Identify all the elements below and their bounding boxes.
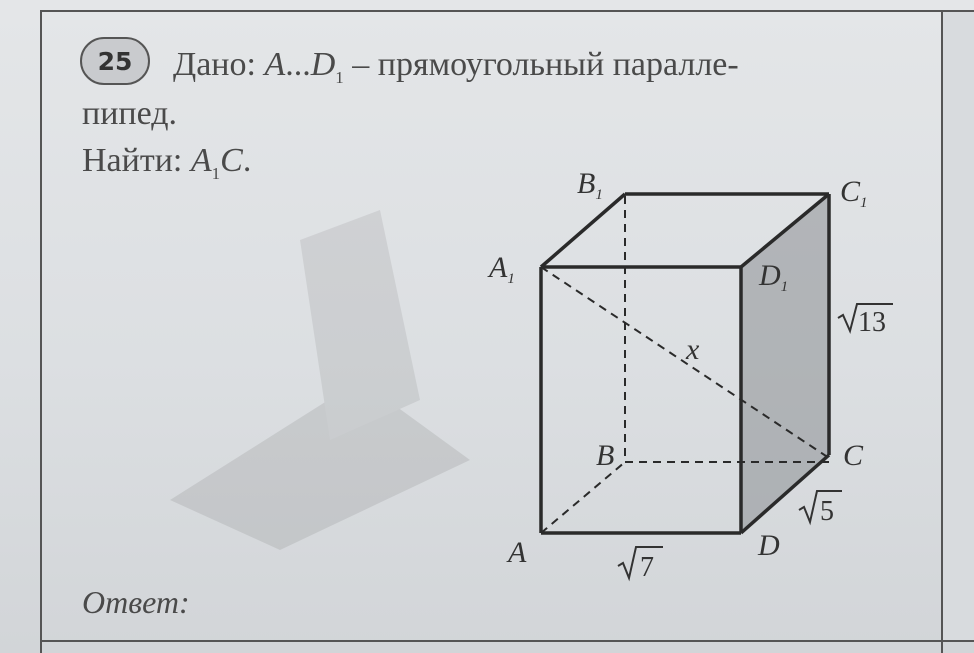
label-d: D (758, 529, 780, 562)
label-b: B (596, 439, 615, 472)
given-vertex-d: D (310, 46, 336, 83)
edge-a1-b1 (541, 194, 625, 267)
label-a: A (508, 536, 527, 569)
label-a1: $A_1$ (489, 251, 515, 287)
label-diagonal-x: x (686, 333, 700, 366)
given-vertex-a: A (264, 46, 286, 83)
length-dc-value: 5 (820, 496, 834, 527)
task-number: 25 (97, 46, 133, 76)
label-b1: $B_1$ (577, 167, 603, 203)
length-sqrt-7 (618, 547, 663, 583)
find-prefix: Найти: (82, 142, 191, 179)
find-period: . (242, 142, 252, 179)
length-ad-value: 7 (640, 552, 654, 583)
length-sqrt-5 (799, 491, 842, 527)
label-c1: $C_1$ (840, 175, 868, 211)
hidden-edge-a-b (541, 462, 625, 533)
given-vertex-d-sub: 1 (335, 67, 344, 87)
given-rest: – прямоугольный паралле- (343, 46, 739, 83)
answer-label: Ответ: (82, 584, 190, 620)
find-vertex-c: C (220, 142, 243, 179)
length-sqrt-13 (838, 304, 893, 338)
find-vertex-a-sub: 1 (211, 163, 221, 183)
label-c: C (843, 439, 864, 472)
label-d1: $D_1$ (759, 259, 789, 295)
given-word-end: пипед. (82, 95, 178, 132)
right-face-shading (741, 194, 829, 533)
given-prefix: Дано: (173, 46, 265, 83)
given-dots: ... (285, 46, 311, 83)
find-vertex-a: A (190, 142, 212, 179)
length-cc1-value: 13 (858, 307, 886, 338)
